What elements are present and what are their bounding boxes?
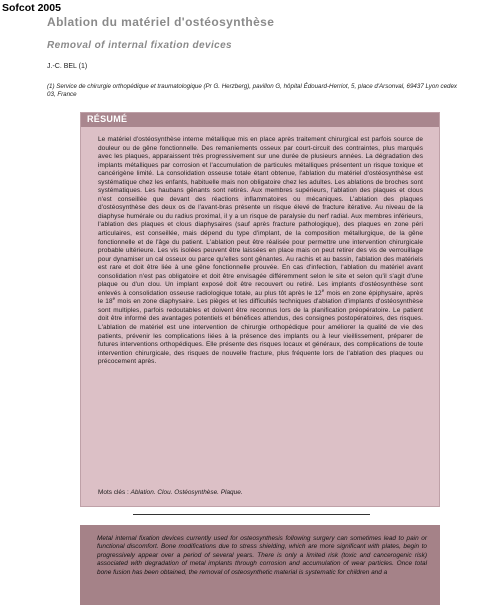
article-subtitle: Removal of internal fixation devices (47, 40, 233, 51)
superscript-ordinal: e (321, 287, 325, 293)
resume-text-part-1: Le matériel d'ostéosynthèse interne métallique mis en place après traitement chirurgical est parfois source de douleur ou de gêne fonctionnelle. Des remaniements osseux par court-circuit des contraintes, plus marqués avec les plaques, apparaissent très progressivement sur une durée de plusieurs années. La dégradation des implants métalliques par corrosion et l'accumulation de particules métalliques présentent un risque toxique et cancérigène limité. La consolidation osseuse totale étant obtenue, l'ablation du matériel d'ostéosynthèse est systématique chez les enfants, habituelle mais non obligatoire chez les adultes. Les ablations de broches sont systématiques. Les haubans gênants sont retirés. Aux membres supérieurs, l'ablation des plaques et clous n'est conseillée que devant des réactions inflammatoires ou mécaniques. L'ablation des plaques d'ostéosynthèse des deux os de l'avant-bras présente un risque élevé de fracture itérative. Au niveau de la diaphyse humérale ou du radius proximal, il y a un risque de paralysie du nerf radial. Aux membres inférieurs, l'ablation des plaques et clous diaphysaires (sauf après fracture pathologique), des plaques en zone péri articulaires, est conseillée, mais dépend du type d'implant, de la composition métallurgique, de la gêne fonctionnelle et de l'âge du patient. L'ablation peut être réalisée pour permettre une intervention chirurgicale probable ultérieure. Les vis isolées peuvent être laissées en place mais on peut retirer des vis de verrouillage pour dynamiser un cal osseux ou parce qu'elles sont gênantes. Au rachis et au bassin, l'ablation des matériels est rare et doit être liée à une gêne fonctionnelle prouvée. En cas d'infection, l'ablation du matériel avant consolidation n'est pas obligatoire et doit être envisagée différemment selon le site et selon qu'il s'agit d'une plaque ou d'un clou. Un implant exposé doit être recouvert ou retiré. Les implants d'ostéosynthèse sont enlevés à consolidation osseuse radiologique totale, au plus tôt après le 12 (98, 136, 423, 297)
journal-brand: Sofcot 2005 (2, 2, 61, 14)
article-title: Ablation du matériel d'ostéosynthèse (47, 15, 275, 29)
author-affiliation: (1) Service de chirurgie orthopédique et traumatologique (Pr G. Herzberg), pavillon G, hôpital Édouard-Herriot, 5, place d'Arsonval, 69437 Lyon cedex 03, France (47, 83, 458, 98)
resume-heading: RÉSUMÉ (87, 114, 128, 124)
resume-text-part-3: mois en zone diaphysaire. Les pièges et les difficultés techniques d'ablation d'implants d'ostéosynthèse sont multiples, parfois redoutables et doivent être reconnus lors de la planification préopératoire. Le patient doit être informé des avantages potentiels et bénéfices attendus, des consignes postopératoires, des risques. L'ablation de matériel est une intervention de chirurgie orthopédique pour améliorer la qualité de vie des patients, prévenir les complications liées à la présence des implants ou à leur vieillissement, préparer de futures interventions orthopédiques. Elle présente des risques locaux et généraux, des complications de toute intervention chirurgicale, des risques de nouvelle fracture, plus fréquente lors de l'ablation des plaques ou précocement après. (98, 298, 423, 366)
resume-panel (80, 112, 440, 507)
resume-text-part-2: mois en zone épiphysaire, après le 18 (98, 289, 424, 306)
author-line: J.-C. BEL (1) (47, 63, 88, 70)
keywords-list: Ablation. Clou. Ostéosynthèse. Plaque. (130, 489, 243, 496)
resume-body-text (98, 136, 423, 367)
abstract-panel (80, 525, 440, 605)
keywords-label: Mots clés : (98, 489, 129, 496)
section-divider (133, 514, 370, 515)
keywords-line (98, 489, 243, 496)
superscript-ordinal: e (112, 296, 116, 302)
resume-header-bar (81, 113, 439, 127)
abstract-body-text: Metal internal fixation devices currently used for osteosynthesis following surgery can sometimes lead to pain or functional discomfort. Bone modifications due to stress shielding, which are more significant with plates, begin to progressively appear over a period of several years. There is only a limited risk (toxic and cancerogenic risk) associated with degradation of metal implants through corrosion and accumulation of wear particles. Once total bone fusion has been obtained, the removal of osteosynthetic material is systematic for children and a (97, 535, 427, 576)
